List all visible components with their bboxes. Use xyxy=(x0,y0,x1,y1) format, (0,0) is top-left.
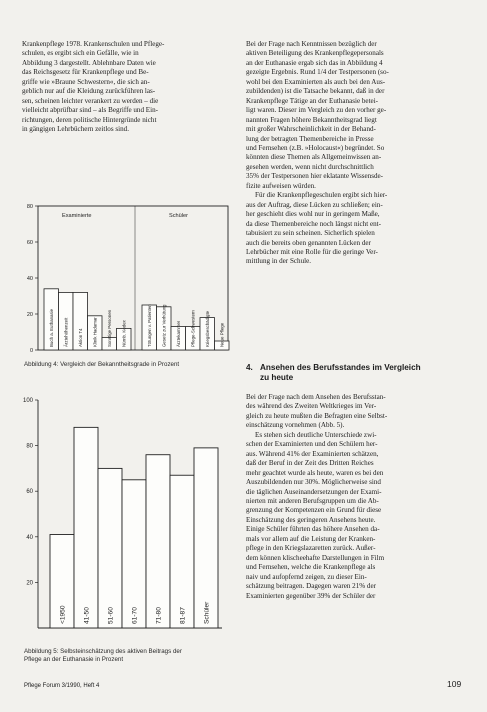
text-line: könnten diese Themen als Allgemeinwissen an- xyxy=(246,153,382,162)
text-line: Einige Schüler führten das höhere Ansehen da- xyxy=(246,525,380,534)
right-column-text-2 xyxy=(246,393,470,601)
bar-label: Pflege-Schwestern xyxy=(190,310,196,347)
text-line: 35% der Testpersonen hier eklatante Wissensde- xyxy=(246,172,384,181)
figure-5-caption-line: Abbildung 5: Selbsteinschätzung des aktiven Beitrags der xyxy=(24,648,182,655)
text-line: Einschätzung des geringeren Ansehens heute. xyxy=(246,515,376,524)
text-line: an der Euthanasie ergab sich das in Abbildung 4 xyxy=(246,58,383,67)
text-line: schätzung beitragen. Dagegen waren 21% der xyxy=(246,582,376,591)
text-line: richtungen, deren politische Hintergründe nicht xyxy=(22,115,157,124)
text-line: griffe wie »Braune Schwestern«, die sich an- xyxy=(22,77,150,86)
bar-label: Sonstige Personen xyxy=(106,309,112,347)
bar-label: Ärztehöhenzeit xyxy=(63,317,69,347)
right-column-text xyxy=(246,40,470,267)
group-label-schueler: Schüler xyxy=(169,213,188,219)
text-line: Bei der Frage nach dem Ansehen des Berufsstan- xyxy=(246,393,386,401)
bar xyxy=(170,475,194,628)
bar-label: Nürnb. Kodex xyxy=(121,320,127,347)
bar-label: 51-60 xyxy=(107,607,115,624)
text-line: tabuisiert zu sein scheinen. Sicherlich spielen xyxy=(246,229,375,238)
text-line: Bei der Frage nach Kenntnissen bezüglich der xyxy=(246,40,377,48)
figure-5-caption-line: Pflege an der Euthanasie in Prozent xyxy=(24,655,124,663)
bar xyxy=(146,455,170,628)
bar-label: 41-50 xyxy=(83,607,91,624)
y-tick-label: 60 xyxy=(26,240,33,246)
y-tick-label: 80 xyxy=(26,443,33,450)
bar xyxy=(122,480,146,628)
text-line: in gängigen Lehrbüchern zeitlos sind. xyxy=(22,125,129,134)
bar xyxy=(74,427,98,628)
text-line: schulen, es ergibt sich ein Gefälle, wie in xyxy=(22,49,139,58)
bar-label: Schüler xyxy=(203,601,211,624)
bar-label: Kriegsbeschädigte xyxy=(204,310,210,347)
left-column-text xyxy=(22,40,230,135)
section-number: 4. xyxy=(246,363,253,372)
text-line: nierten mit anderen Berufsgruppen um die Ab- xyxy=(246,496,379,505)
section-heading xyxy=(246,363,470,383)
text-line: wohl bei den Examinierten als auch bei den Aus- xyxy=(246,77,386,86)
text-line: zubildenden) ist die Tatsache bekannt, daß in der xyxy=(246,87,385,96)
footer-source: Pflege Forum 3/1990, Heft 4 xyxy=(24,683,100,689)
bar-label: Aktion T4 xyxy=(77,328,83,347)
bar-label: <1950 xyxy=(59,605,67,624)
section-title-line: Ansehen des Berufsstandes im Vergleich xyxy=(260,363,421,372)
bar xyxy=(98,468,122,628)
figure-5-caption xyxy=(24,648,232,663)
text-line: fizite aufweisen würden. xyxy=(246,181,316,190)
text-line: da diese Themenbereiche noch längst nicht ent- xyxy=(246,219,381,228)
text-line: naiv und aufopfernd zeigen, zu dieser Ein- xyxy=(246,572,367,581)
text-line: Krankenpflege 1978. Krankenschulen und Pflege- xyxy=(22,40,165,48)
bar xyxy=(194,448,218,628)
y-tick-label: 0 xyxy=(29,348,33,354)
text-line: des während des Zweiten Weltkrieges im Ver- xyxy=(246,402,377,411)
bar-label: Tötungen v. Patienten xyxy=(146,304,152,347)
text-line: und Fernsehen (z.B. »Holocaust«) begründet. So xyxy=(246,143,385,152)
figure-4-caption: Abbildung 4: Vergleich der Bekanntheitsgrade in Prozent xyxy=(24,361,180,368)
text-line: nannten Fragen höhere Bekanntheitsgrad liegt xyxy=(246,115,377,124)
text-line: gleich zu heute mußten die Befragten eine Selbst- xyxy=(246,411,388,420)
text-line: mittlung in der Schule. xyxy=(246,257,312,266)
text-line: aus. Während 41% der Examinierten schätzen, xyxy=(246,449,379,458)
text-line: Für die Krankenpflegeschulen ergibt sich hier- xyxy=(255,191,388,200)
text-line: sen, scheinen leichter verankert zu werden – die xyxy=(22,96,159,105)
page-number: 109 xyxy=(447,679,462,689)
bar-label: 61-70 xyxy=(131,607,139,624)
text-line: daß der Beruf in der Zeit des Dritten Reiches xyxy=(246,459,374,468)
text-line: Es stehen sich deutliche Unterschiede zwi- xyxy=(255,430,377,439)
bar-label: Neue Pflege xyxy=(219,322,225,347)
text-line: grenzung der Kompetenzen ein Grund für diese xyxy=(246,506,382,515)
text-line: aus der Auftrag, diese Lücken zu schließen; ein- xyxy=(246,200,383,209)
bar-label: 71-80 xyxy=(155,607,163,624)
text-line: einschätzung vornehmen (Abb. 5). xyxy=(246,421,345,430)
y-tick-label: 20 xyxy=(26,312,33,318)
text-line: Abbildung 3 dargestellt. Ablehnbare Daten wie xyxy=(22,58,156,67)
text-line: mals vor allem auf die Leistung der Kranken- xyxy=(246,534,376,543)
bar-label: Klinik Hadamar xyxy=(92,317,98,347)
section-title-line: zu heute xyxy=(260,373,294,382)
text-line: ligt waren. Dieser im Vergleich zu den vorher ge- xyxy=(246,106,387,115)
text-line: pflege in den Kriegslazaretten zurück. Außer- xyxy=(246,544,376,553)
bar-label: 81-87 xyxy=(179,607,187,624)
bar-label: Gesetz zur Verhütung xyxy=(161,304,167,347)
y-tick-label: 60 xyxy=(26,489,33,496)
bar-label: Ärztekammer xyxy=(175,320,181,347)
y-tick-label: 40 xyxy=(26,534,33,541)
text-line: Lehrbücher mit eine Rolle für die geringe Ver- xyxy=(246,247,378,256)
text-line: auch die bereits oben genannten Lücken der xyxy=(246,238,371,247)
y-tick-label: 80 xyxy=(26,204,33,210)
text-line: geblich nur auf die Kleidung zurückführen las- xyxy=(22,87,156,96)
figure-4-chart xyxy=(22,200,232,356)
text-line: Examinierten gegenüber 39% der Schüler der xyxy=(246,591,376,600)
text-line: her geschieht dies wohl nur in geringem Maße, xyxy=(246,210,380,219)
group-label-examinierte: Examinierte xyxy=(62,213,92,219)
text-line: gesehen werden, wenn nicht durchschnittlich xyxy=(246,162,374,171)
text-line: und Fernsehen, welche die Krankenpflege als xyxy=(246,563,376,572)
text-line: lung der betragten Themenbereiche in Presse xyxy=(246,134,374,143)
figure-5-chart xyxy=(22,396,232,642)
text-line: dem können klischeehafte Darstellungen in Film xyxy=(246,553,385,562)
y-tick-label: 20 xyxy=(26,580,33,587)
text-line: mehr geachtet wurde als heute, waren es bei den xyxy=(246,468,384,477)
y-tick-label: 40 xyxy=(26,276,33,282)
text-line: schen der Examinierten und den Schülern her- xyxy=(246,440,378,449)
text-line: aktiven Beteiligung des Krankenpflegepersonals xyxy=(246,49,384,58)
text-line: das Reichsgesetz für Krankenpflege und Be- xyxy=(22,68,149,77)
bar-label: Buch a. Euthanasie xyxy=(48,308,54,347)
text-line: Auszubildenden nur 30%. Möglicherweise sind xyxy=(246,478,381,487)
text-line: mit großer Wahrscheinlichkeit in der Behand- xyxy=(246,125,376,134)
text-line: gezeigte Ergebnis. Rund 1/4 der Testpersonen (so- xyxy=(246,68,389,77)
text-line: die täglichen Auseinandersetzungen der Exami- xyxy=(246,487,382,496)
text-line: Krankenpflege Tätige an der Euthanasie betei- xyxy=(246,96,379,105)
text-line: vielleicht abprüfbar sind – als Begriffe und Ein- xyxy=(22,106,158,115)
y-tick-label: 100 xyxy=(22,398,33,404)
